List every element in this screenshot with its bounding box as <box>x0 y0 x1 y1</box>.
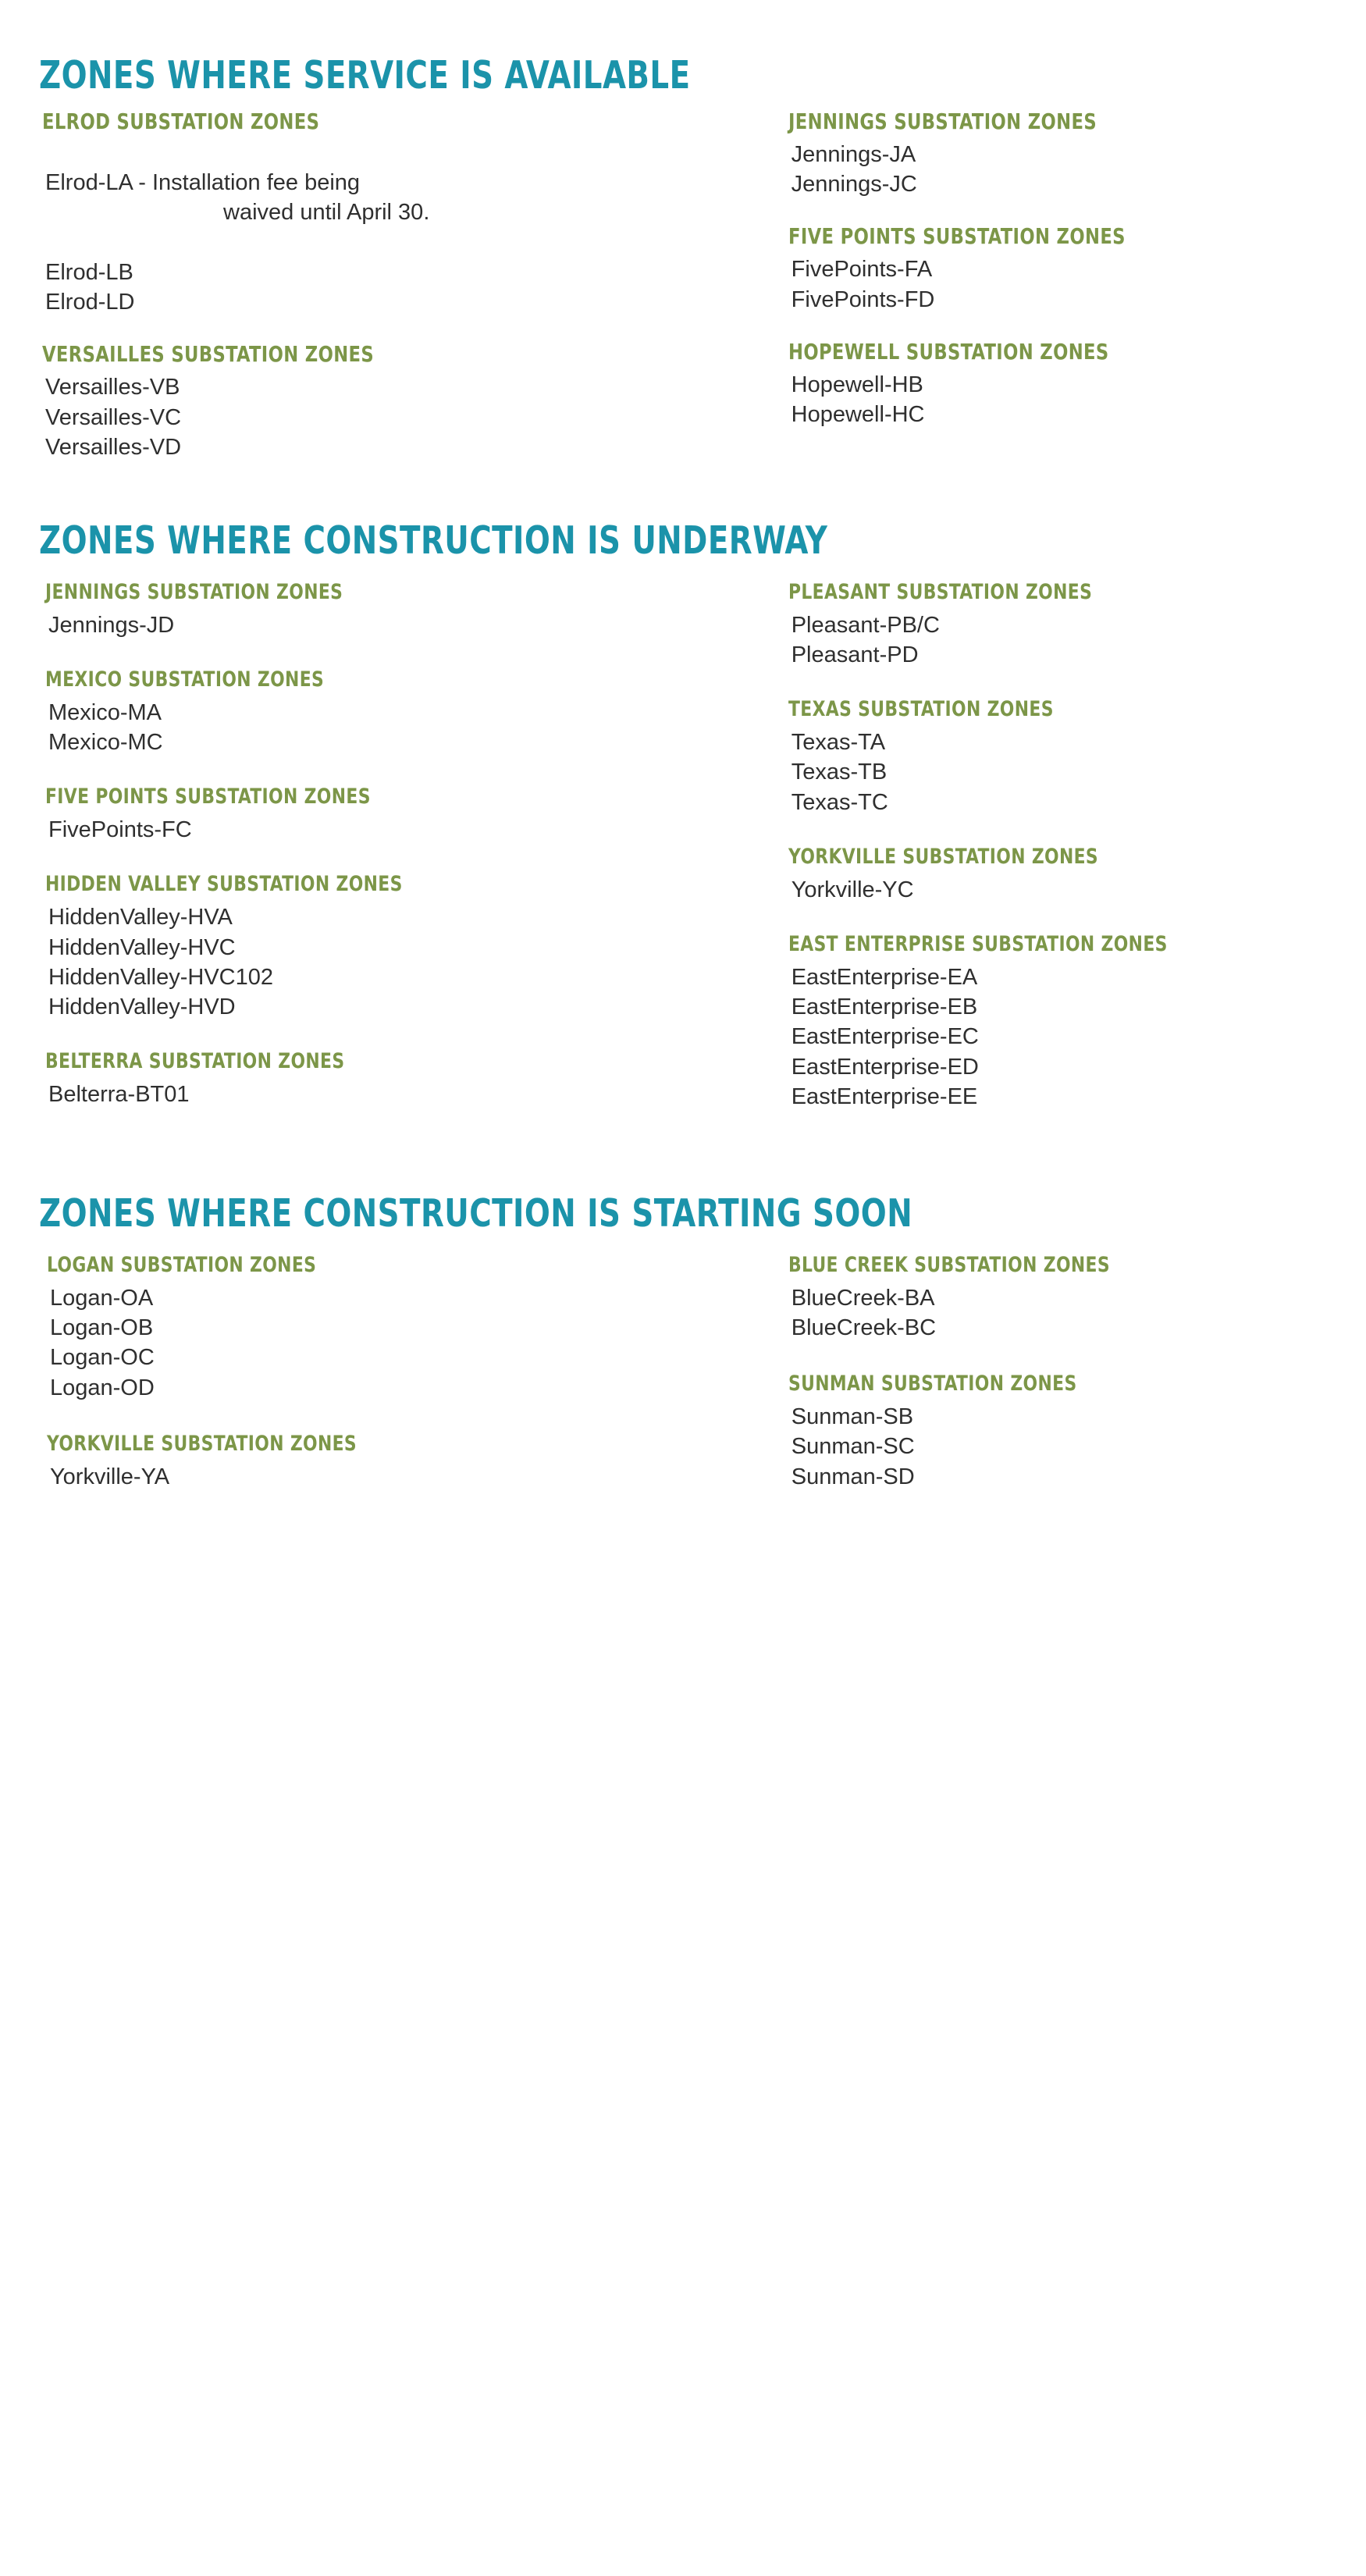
zone-item: Elrod-LD <box>45 290 135 315</box>
section-service-available <box>39 55 1319 462</box>
zone-item: BlueCreek-BC <box>791 1315 937 1340</box>
zone-group <box>42 108 765 318</box>
zone-item: EastEnterprise-EA <box>791 964 978 990</box>
zone-item: Elrod-LB <box>45 259 133 285</box>
section-title: ZONES WHERE CONSTRUCTION IS STARTING SOON <box>39 1191 913 1236</box>
zone-item: Mexico-MA <box>48 699 162 725</box>
zone-item: Texas-TB <box>791 760 888 785</box>
column-left <box>39 579 765 1136</box>
zone-group <box>45 667 765 757</box>
zone-item: Hopewell-HB <box>791 372 923 397</box>
group-title: FIVE POINTS SUBSTATION ZONES <box>45 785 371 809</box>
group-title: HIDDEN VALLEY SUBSTATION ZONES <box>45 872 403 897</box>
group-title: BELTERRA SUBSTATION ZONES <box>45 1049 345 1074</box>
zone-item: Pleasant-PB/C <box>791 612 940 638</box>
zone-item: Hopewell-HC <box>791 402 925 428</box>
section-columns <box>39 108 1319 462</box>
zone-item: EastEnterprise-EB <box>791 994 978 1020</box>
zone-group <box>788 1371 1319 1492</box>
zone-item: Versailles-VB <box>45 375 180 400</box>
zone-item: Logan-OC <box>50 1345 155 1371</box>
zone-item: Jennings-JC <box>791 172 917 197</box>
group-title: EAST ENTERPRISE SUBSTATION ZONES <box>788 932 1168 957</box>
column-right <box>765 1252 1319 1520</box>
zone-group <box>788 844 1319 905</box>
zone-item: Logan-OA <box>50 1285 154 1311</box>
column-right <box>765 108 1319 430</box>
group-title: VERSAILLES SUBSTATION ZONES <box>42 341 375 368</box>
section-title: ZONES WHERE SERVICE IS AVAILABLE <box>39 53 691 98</box>
zone-group <box>788 338 1319 430</box>
section-columns <box>39 1252 1319 1520</box>
zone-item: FivePoints-FC <box>48 817 192 843</box>
zone-item: Texas-TA <box>791 730 886 756</box>
zone-group <box>45 784 765 845</box>
section-construction-starting-soon <box>39 1193 1319 1520</box>
group-title: TEXAS SUBSTATION ZONES <box>788 697 1054 722</box>
zone-item: Versailles-VC <box>45 404 182 430</box>
zone-item: HiddenValley-HVD <box>48 994 236 1020</box>
group-title: PLEASANT SUBSTATION ZONES <box>788 580 1092 605</box>
zone-item: HiddenValley-HVA <box>48 905 233 930</box>
section-title: ZONES WHERE CONSTRUCTION IS UNDERWAY <box>39 518 828 564</box>
zone-item: EastEnterprise-EE <box>791 1083 978 1109</box>
zone-item: Versailles-VD <box>45 435 182 461</box>
column-left <box>39 1252 765 1520</box>
column-right <box>765 579 1319 1138</box>
zone-item: Pleasant-PD <box>791 642 919 668</box>
group-title: LOGAN SUBSTATION ZONES <box>47 1252 317 1277</box>
group-title: BLUE CREEK SUBSTATION ZONES <box>788 1252 1110 1277</box>
zone-item: EastEnterprise-ED <box>791 1054 979 1080</box>
zone-item: BlueCreek-BA <box>791 1285 935 1311</box>
zone-group <box>788 1252 1319 1343</box>
group-title: JENNINGS SUBSTATION ZONES <box>788 108 1097 134</box>
zone-note: waived until April 30. <box>223 200 430 226</box>
zone-group <box>788 696 1319 817</box>
group-title: YORKVILLE SUBSTATION ZONES <box>47 1431 358 1456</box>
zone-group <box>42 340 765 462</box>
zone-group <box>788 108 1319 200</box>
group-title: YORKVILLE SUBSTATION ZONES <box>788 845 1098 869</box>
zone-item: Sunman-SB <box>791 1404 914 1430</box>
zone-group <box>788 931 1319 1112</box>
group-title: JENNINGS SUBSTATION ZONES <box>45 580 343 605</box>
zone-item: Jennings-JA <box>791 141 916 167</box>
zone-item: EastEnterprise-EC <box>791 1024 979 1050</box>
zone-label: Elrod-LA - Installation fee being <box>45 170 361 196</box>
zone-group <box>45 871 765 1022</box>
zone-item: Logan-OD <box>50 1375 155 1400</box>
zone-item: Logan-OB <box>50 1315 154 1340</box>
group-title: FIVE POINTS SUBSTATION ZONES <box>788 223 1126 250</box>
zone-group <box>45 579 765 640</box>
zone-item: FivePoints-FD <box>791 286 935 312</box>
column-left <box>39 108 765 462</box>
group-title: SUNMAN SUBSTATION ZONES <box>788 1372 1077 1397</box>
zone-item: Sunman-SD <box>791 1464 915 1489</box>
group-title: HOPEWELL SUBSTATION ZONES <box>788 338 1109 365</box>
zone-group <box>788 222 1319 315</box>
zone-item: HiddenValley-HVC102 <box>48 964 274 990</box>
zone-group <box>45 1048 765 1109</box>
section-columns <box>39 579 1319 1138</box>
group-title: ELROD SUBSTATION ZONES <box>42 108 320 134</box>
zone-item: Texas-TC <box>791 789 888 815</box>
group-title: MEXICO SUBSTATION ZONES <box>45 667 325 692</box>
zone-item: Sunman-SC <box>791 1434 915 1460</box>
zone-item: Jennings-JD <box>48 612 175 638</box>
zone-group <box>47 1431 765 1492</box>
zone-item: Yorkville-YA <box>50 1464 170 1489</box>
zone-item: Mexico-MC <box>48 730 163 756</box>
zone-item: FivePoints-FA <box>791 257 933 283</box>
zone-group <box>788 579 1319 670</box>
section-construction-underway <box>39 520 1319 1138</box>
zone-item: HiddenValley-HVC <box>48 934 236 960</box>
zone-item: Yorkville-YC <box>791 877 914 902</box>
zone-item <box>42 138 765 258</box>
zone-item: Belterra-BT01 <box>48 1082 190 1108</box>
zone-group <box>47 1252 765 1403</box>
